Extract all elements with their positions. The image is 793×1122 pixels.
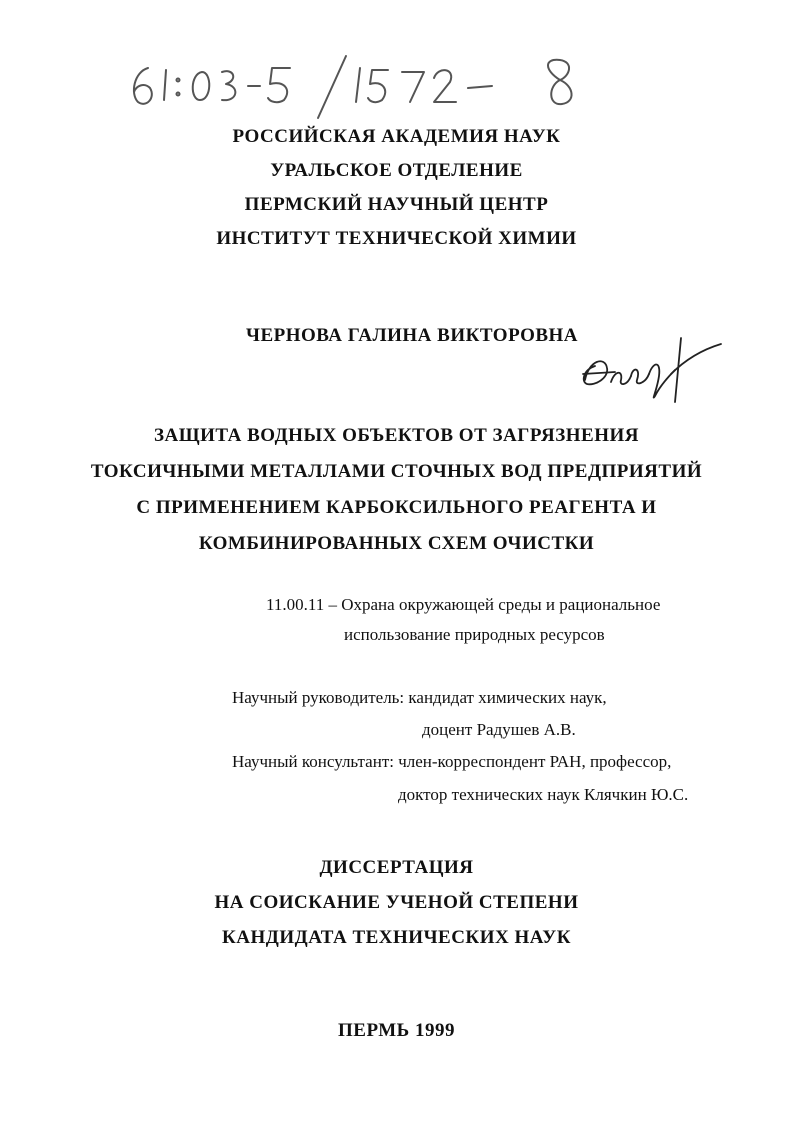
city-year: ПЕРМЬ 1999 <box>338 1020 455 1041</box>
title-line: ЗАЩИТА ВОДНЫХ ОБЪЕКТОВ ОТ ЗАГРЯЗНЕНИЯ <box>154 425 639 446</box>
degree-line: НА СОИСКАНИЕ УЧЕНОЙ СТЕПЕНИ <box>214 892 579 913</box>
institution-line: РОССИЙСКАЯ АКАДЕМИЯ НАУК <box>232 126 561 147</box>
institution-line: УРАЛЬСКОЕ ОТДЕЛЕНИЕ <box>270 160 523 181</box>
title-line: ТОКСИЧНЫМИ МЕТАЛЛАМИ СТОЧНЫХ ВОД ПРЕДПРИЯТИЙ <box>90 461 703 482</box>
degree-line: ДИССЕРТАЦИЯ <box>319 857 474 878</box>
consultant-line-1: Научный консультант: член-корреспондент РАН, профессор, <box>232 752 672 771</box>
degree-line: КАНДИДАТА ТЕХНИЧЕСКИХ НАУК <box>222 927 571 948</box>
advisors <box>0 688 793 828</box>
supervisor-line-2: доцент Радушев А.В. <box>422 720 576 739</box>
institution-line: ПЕРМСКИЙ НАУЧНЫЙ ЦЕНТР <box>244 194 549 215</box>
supervisor-line-1: Научный руководитель: кандидат химических наук, <box>232 688 607 707</box>
institution-header <box>0 120 793 256</box>
specialty-line-2: использование природных ресурсов <box>344 625 605 644</box>
handwritten-archive-code <box>120 50 590 120</box>
title-line: КОМБИНИРОВАННЫХ СХЕМ ОЧИСТКИ <box>198 533 595 554</box>
dissertation-title <box>0 418 793 562</box>
title-line: С ПРИМЕНЕНИЕМ КАРБОКСИЛЬНОГО РЕАГЕНТА И <box>136 497 657 518</box>
specialty-line-1: 11.00.11 – Охрана окружающей среды и рациональное <box>266 595 661 614</box>
consultant-line-2: доктор технических наук Клячкин Ю.С. <box>398 785 689 804</box>
author-name: ЧЕРНОВА ГАЛИНА ВИКТОРОВНА <box>246 325 579 346</box>
degree-designation <box>0 850 793 955</box>
institution-line: ИНСТИТУТ ТЕХНИЧЕСКОЙ ХИМИИ <box>216 228 577 249</box>
author-signature <box>575 330 725 410</box>
